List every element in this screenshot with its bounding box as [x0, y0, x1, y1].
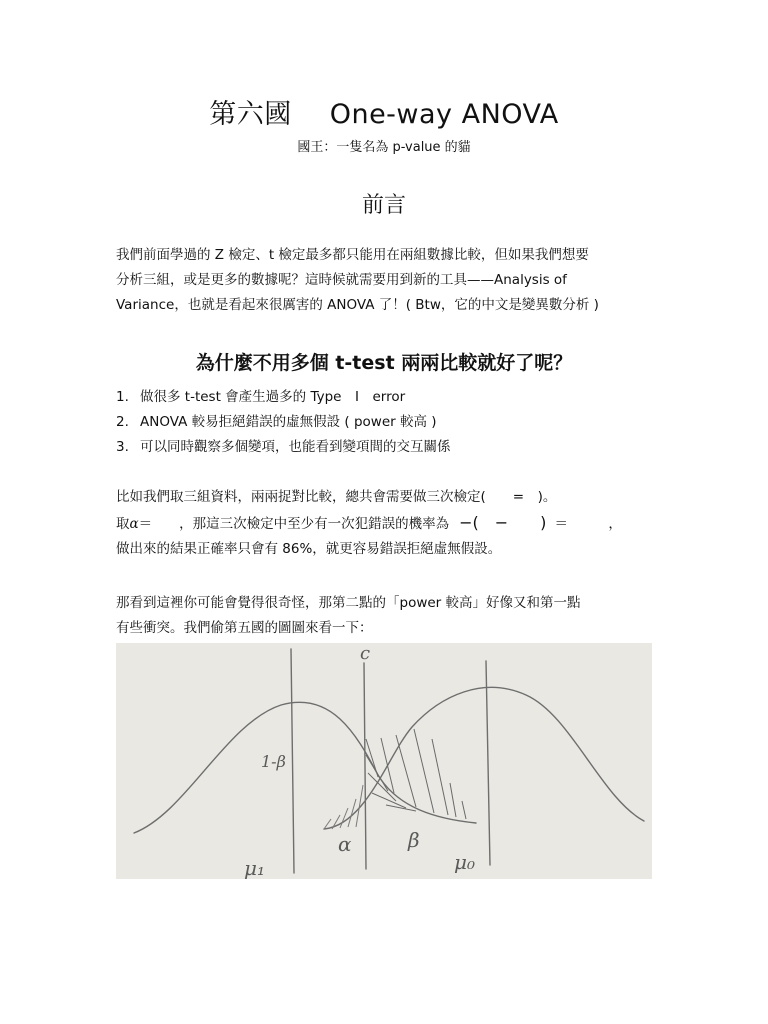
example-paragraph	[116, 485, 656, 562]
example-line-2	[116, 510, 656, 537]
conflict-paragraph	[116, 591, 656, 641]
chapter-title-cn: 第六國	[209, 99, 292, 130]
intro-line: Variance，也就是看起來很厲害的 ANOVA 了！( Btw，它的中文是變異數分析 )	[116, 297, 599, 313]
conflict-line: 那看到這裡你可能會覺得很奇怪，那第二點的「power 較高」好像又和第一點	[116, 595, 581, 611]
intro-line: 分析三組，或是更多的數據呢？這時候就需要用到新的工具——Analysis of	[116, 272, 567, 288]
intro-line: 我們前面學過的 Z 檢定、t 檢定最多都只能用在兩組數據比較，但如果我們想要	[116, 247, 589, 263]
list-item	[116, 410, 656, 435]
label-one-minus-beta: 1-β	[261, 752, 286, 771]
why-heading: 為什麼不用多個 t-test 兩兩比較就好了呢？	[195, 352, 573, 374]
label-mu1: μ₁	[244, 856, 266, 879]
example-formula: −( − )	[459, 513, 547, 532]
intro-heading: 前言	[361, 193, 406, 218]
beta-hatching	[366, 729, 466, 819]
example-text: 取	[116, 516, 130, 532]
critical-line	[364, 663, 366, 869]
alpha-symbol: α	[129, 516, 139, 532]
left-distribution-curve	[134, 702, 476, 833]
label-c: c	[360, 643, 371, 664]
label-mu0: μ₀	[454, 850, 476, 874]
intro-paragraph	[116, 243, 656, 318]
example-text: ＝ ，那這三次檢定中至少有一次犯錯誤的機率為	[138, 516, 450, 532]
list-number: 1.	[116, 389, 129, 405]
label-alpha: α	[338, 832, 352, 856]
list-text: 做很多 t-test 會產生過多的 Type I error	[140, 389, 406, 405]
chapter-title-en: One-way ANOVA	[329, 99, 559, 130]
list-text: ANOVA 較易拒絕錯誤的虛無假設 ( power 較高 )	[140, 414, 437, 430]
chapter-title	[0, 92, 768, 131]
mu1-line	[291, 649, 294, 873]
list-item	[116, 435, 656, 460]
conflict-line: 有些衝突。我們偷第五國的圖圖來看一下：	[116, 620, 373, 636]
list-number: 3.	[116, 439, 129, 455]
hypothesis-sketch	[116, 643, 652, 879]
mu0-line	[486, 661, 490, 865]
example-line-3: 做出來的結果正確率只會有 86%，就更容易錯誤拒絕虛無假設。	[116, 541, 502, 557]
list-text: 可以同時觀察多個變項，也能看到變項間的交互關係	[140, 439, 451, 455]
example-text: ＝ ，	[554, 516, 622, 532]
label-beta: β	[408, 828, 420, 852]
reasons-list	[116, 385, 656, 460]
example-line-1: 比如我們取三組資料，兩兩捉對比較，總共會需要做三次檢定( = )。	[116, 489, 557, 505]
sketch-figure	[116, 643, 652, 879]
list-number: 2.	[116, 414, 129, 430]
chapter-king: 國王：一隻名為 p-value 的貓	[297, 140, 471, 155]
list-item	[116, 385, 656, 410]
